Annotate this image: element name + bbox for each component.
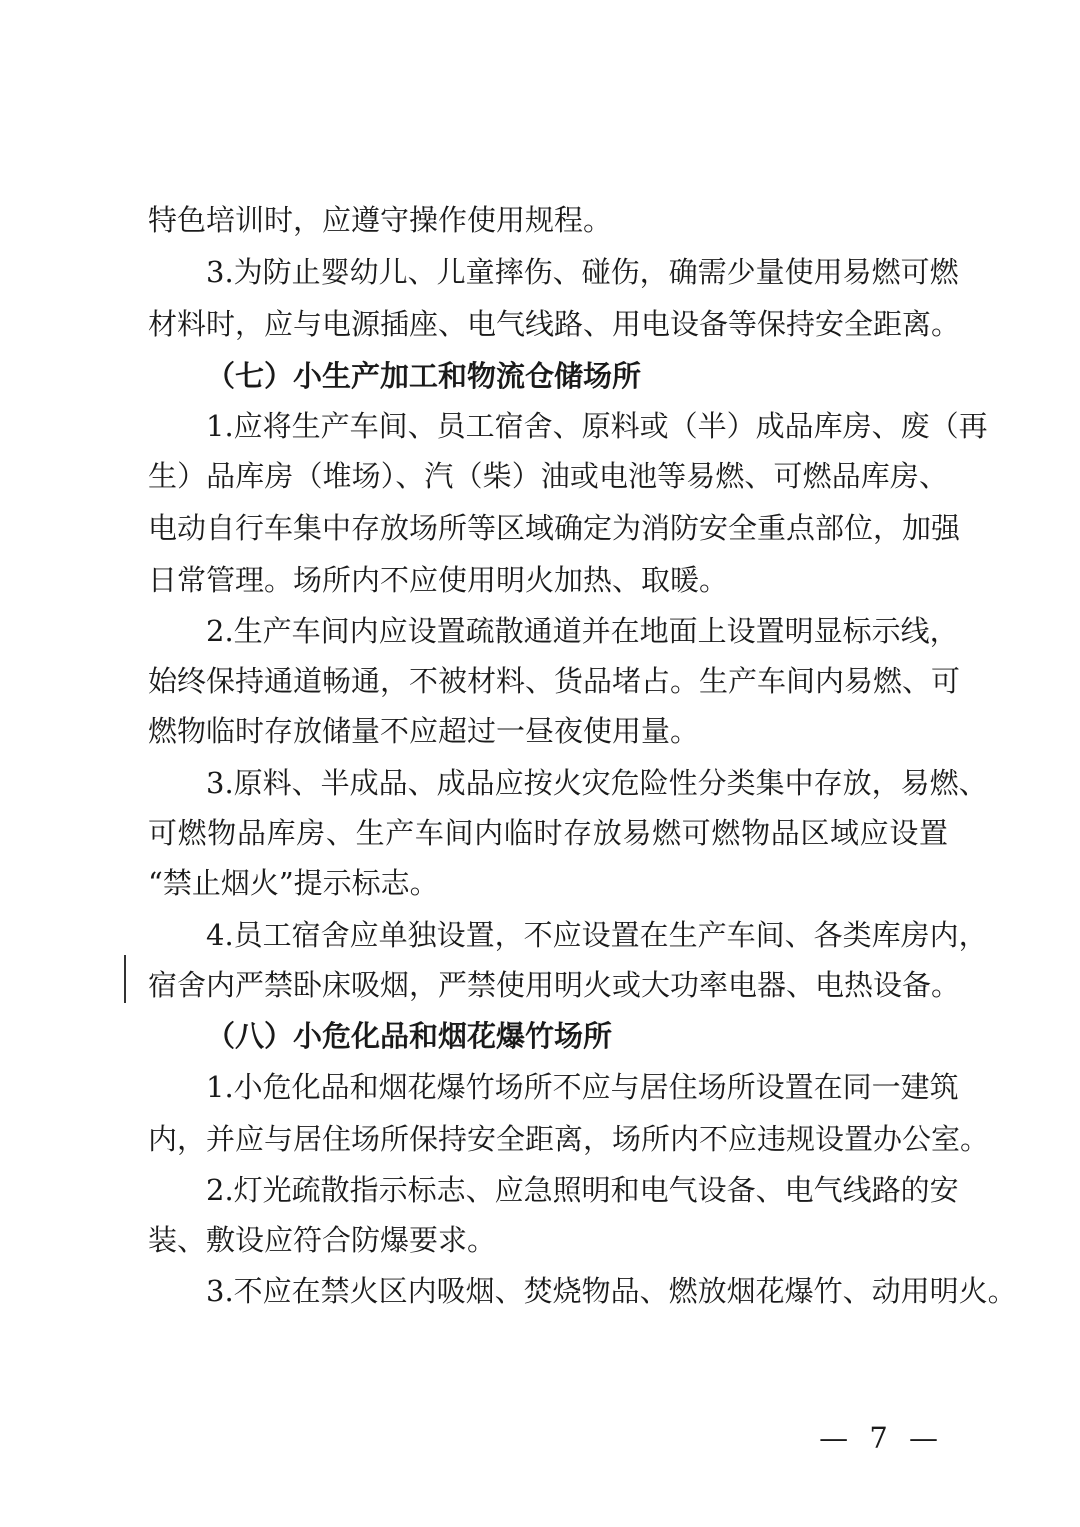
paragraph-line: 2.灯光疏散指示标志、应急照明和电气设备、电气线路的安	[206, 1173, 959, 1207]
section-heading-8: （八）小危化品和烟花爆竹场所	[206, 1019, 613, 1053]
paragraph-line: 2.生产车间内应设置疏散通道并在地面上设置明显标示线，	[206, 614, 959, 648]
revision-margin-bar	[124, 955, 126, 1003]
paragraph-line: 材料时，应与电源插座、电气线路、用电设备等保持安全距离。	[148, 307, 961, 341]
paragraph-line: 3.不应在禁火区内吸烟、焚烧物品、燃放烟花爆竹、动用明火。	[206, 1274, 1017, 1308]
paragraph-line: 内，并应与居住场所保持安全距离，场所内不应违规设置办公室。	[148, 1122, 990, 1156]
section-heading-7: （七）小生产加工和物流仓储场所	[206, 359, 642, 393]
paragraph-line: 3.为防止婴幼儿、儿童摔伤、碰伤，确需少量使用易燃可燃	[206, 255, 959, 289]
paragraph-line: 电动自行车集中存放场所等区域确定为消防安全重点部位，加强	[148, 511, 961, 545]
paragraph-line: 4.员工宿舍应单独设置，不应设置在生产车间、各类库房内，	[206, 918, 988, 952]
paragraph-line: 燃物临时存放储量不应超过一昼夜使用量。	[148, 714, 700, 748]
paragraph-line: 1.小危化品和烟花爆竹场所不应与居住场所设置在同一建筑	[206, 1070, 959, 1104]
paragraph-line: “禁止烟火”提示标志。	[148, 866, 439, 900]
paragraph-line: 特色培训时，应遵守操作使用规程。	[148, 203, 613, 237]
paragraph-line: 生）品库房（堆场）、汽（柴）油或电池等易燃、可燃品库房、	[148, 459, 948, 493]
paragraph-line: 可燃物品库房、生产车间内临时存放易燃可燃物品区域应设置	[148, 816, 948, 850]
paragraph-line: 始终保持通道畅通，不被材料、货品堵占。生产车间内易燃、可	[148, 664, 961, 698]
paragraph-line: 3.原料、半成品、成品应按火灾危险性分类集中存放，易燃、	[206, 766, 988, 800]
paragraph-line: 装、敷设应符合防爆要求。	[148, 1223, 497, 1257]
paragraph-line: 日常管理。场所内不应使用明火加热、取暖。	[148, 563, 729, 597]
paragraph-line: 1.应将生产车间、员工宿舍、原料或（半）成品库房、废（再	[206, 409, 988, 443]
page-number: — 7 —	[819, 1421, 944, 1455]
paragraph-line: 宿舍内严禁卧床吸烟，严禁使用明火或大功率电器、电热设备。	[148, 968, 961, 1002]
